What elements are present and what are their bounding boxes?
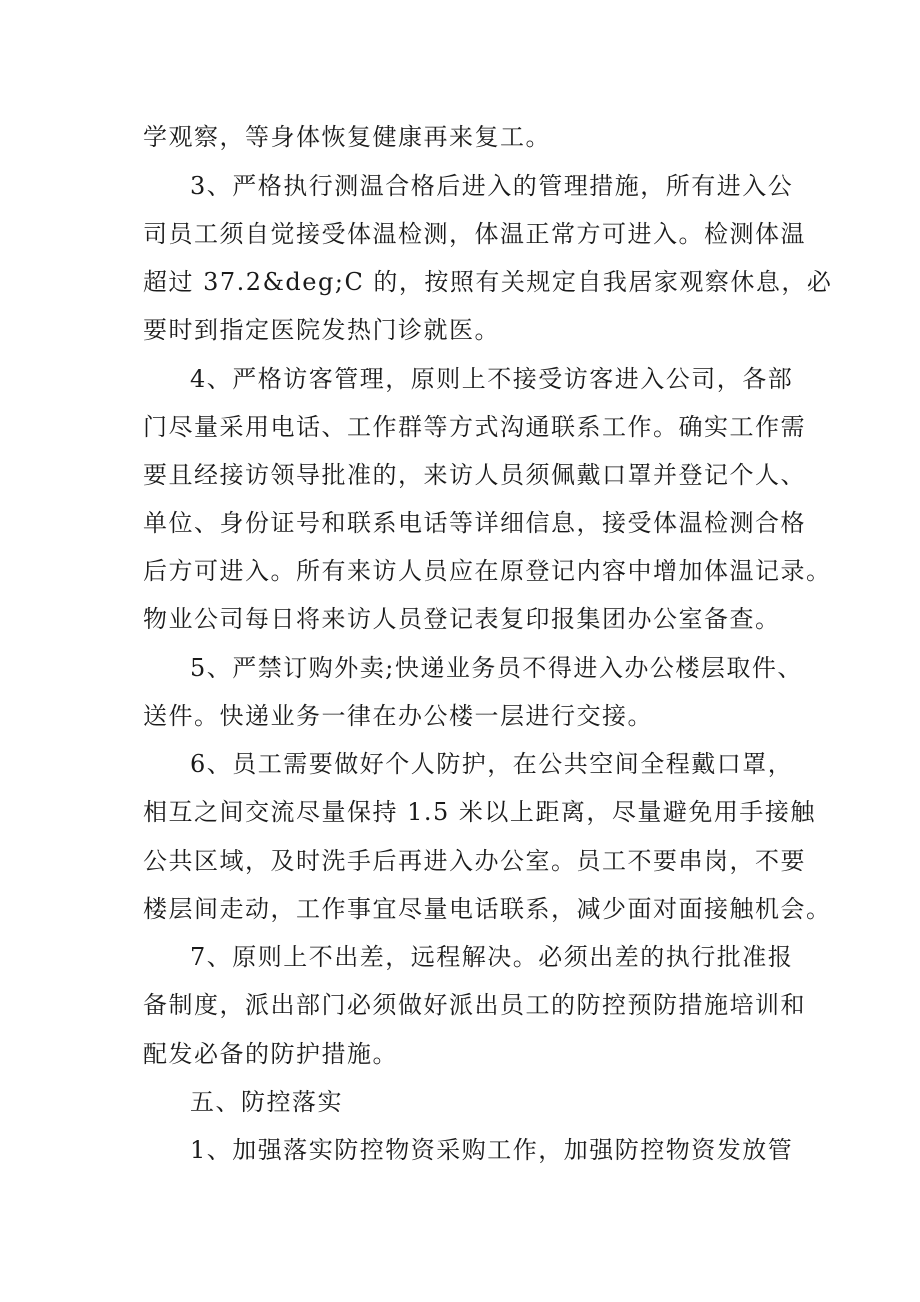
text-line: 超过 37.2&deg;C 的，按照有关规定自我居家观察休息，必 [143, 268, 833, 296]
text-line: 4、严格访客管理，原则上不接受访客进入公司，各部 [190, 365, 794, 393]
text-line: 司员工须自觉接受体温检测，体温正常方可进入。检测体温 [143, 220, 806, 248]
section-heading: 五、防控落实 [190, 1088, 343, 1116]
text-line: 配发必备的防护措施。 [143, 1040, 398, 1068]
text-line: 单位、身份证号和联系电话等详细信息，接受体温检测合格 [143, 509, 806, 537]
text-line: 送件。快递业务一律在办公楼一层进行交接。 [143, 702, 653, 730]
text-line: 楼层间走动，工作事宜尽量电话联系，减少面对面接触机会。 [143, 895, 832, 923]
text-line: 3、严格执行测温合格后进入的管理措施，所有进入公 [190, 172, 794, 200]
text-line: 要时到指定医院发热门诊就医。 [143, 316, 500, 344]
text-line: 6、员工需要做好个人防护，在公共空间全程戴口罩， [190, 750, 794, 778]
text-line: 备制度，派出部门必须做好派出员工的防控预防措施培训和 [143, 991, 806, 1019]
text-line: 公共区域，及时洗手后再进入办公室。员工不要串岗，不要 [143, 847, 806, 875]
text-line: 学观察，等身体恢复健康再来复工。 [143, 123, 551, 151]
text-line: 门尽量采用电话、工作群等方式沟通联系工作。确实工作需 [143, 413, 806, 441]
text-line: 要且经接访领导批准的，来访人员须佩戴口罩并登记个人、 [143, 461, 806, 489]
text-line: 5、严禁订购外卖;快递业务员不得进入办公楼层取件、 [190, 654, 803, 682]
text-line: 后方可进入。所有来访人员应在原登记内容中增加体温记录。 [143, 557, 832, 585]
text-line: 1、加强落实防控物资采购工作，加强防控物资发放管 [190, 1136, 794, 1164]
text-line: 相互之间交流尽量保持 1.5 米以上距离，尽量避免用手接触 [143, 798, 816, 826]
text-line: 7、原则上不出差，远程解决。必须出差的执行批准报 [190, 943, 794, 971]
text-line: 物业公司每日将来访人员登记表复印报集团办公室备查。 [143, 605, 781, 633]
